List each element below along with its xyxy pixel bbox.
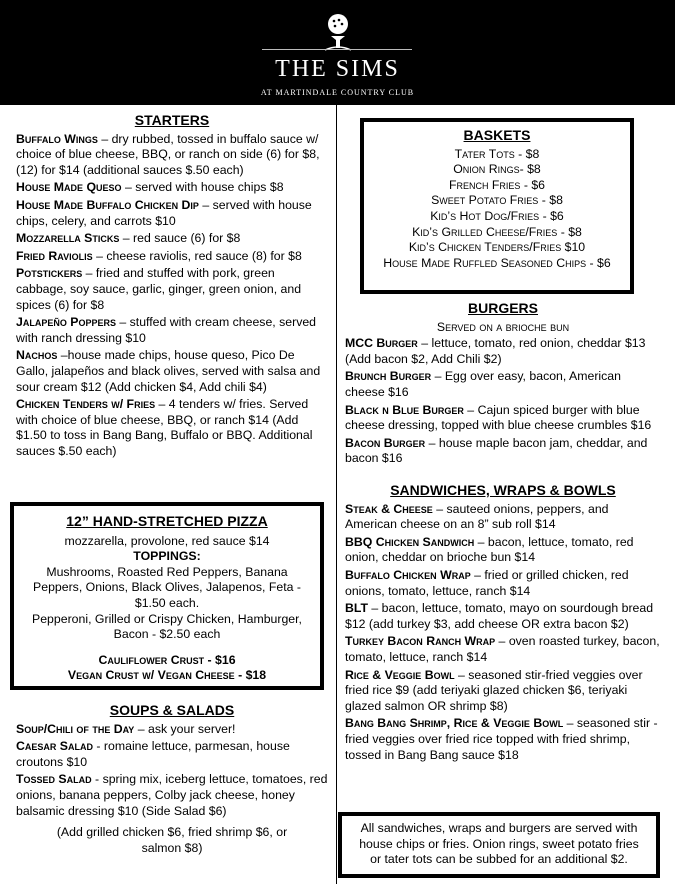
menu-item-description: – ask your server!: [134, 721, 236, 736]
sandwich-item: [345, 502, 661, 533]
basket-item: Kid’s Chicken Tenders/Fries $10: [408, 240, 586, 255]
sandwiches-heading: SANDWICHES, WRAPS & BOWLS: [390, 482, 616, 498]
soup-salad-item: [16, 722, 328, 738]
starter-item: [16, 397, 328, 459]
brand-title: THE SIMS: [275, 56, 400, 82]
menu-item-name: Steak & Cheese: [345, 501, 433, 516]
menu-item-name: Tossed Salad: [16, 772, 92, 787]
menu-item-description: – stuffed with cream cheese, served with ranch dressing $10: [16, 315, 317, 345]
starter-item: [16, 180, 328, 196]
menu-item-name: BBQ Chicken Sandwich: [345, 534, 475, 549]
burger-item: [345, 369, 661, 400]
sandwich-item: [345, 535, 661, 566]
soups-section: [16, 703, 328, 856]
starter-item: [16, 132, 328, 179]
starter-item: [16, 231, 328, 247]
basket-item: House Made Ruffled Seasoned Chips - $6: [383, 255, 611, 270]
pizza-toppings-label: TOPPINGS:: [133, 549, 201, 564]
sandwich-item: [345, 634, 661, 665]
menu-item-description: – served with house chips, celery, and carrots $10: [16, 197, 312, 228]
sides-note: All sandwiches, wraps and burgers are served with house chips or fries. Onion rings, sweet potato fries or tater tots can be subbed for an additional $2.: [359, 821, 639, 867]
basket-item: Kid’s Grilled Cheese/Fries - $8: [412, 224, 582, 239]
starters-heading: STARTERS: [134, 112, 210, 128]
menu-item-name: Rice & Veggie Bowl: [345, 667, 455, 682]
menu-item-description: – Cajun spiced burger with blue cheese dressing, topped with blue cheese crumbles $16: [345, 402, 652, 433]
menu-item-name: Mozzarella Sticks: [16, 231, 120, 246]
starters-list: [16, 132, 328, 460]
baskets-list: [368, 147, 626, 272]
menu-item-name: Brunch Burger: [345, 369, 432, 384]
baskets-box: [360, 118, 634, 294]
menu-item-description: – lettuce, tomato, red onion, cheddar $13 (Add bacon $2, Add Chili $2): [345, 336, 646, 366]
menu-item-name: Soup/Chili of the Day: [16, 721, 135, 736]
soups-addon: (Add grilled chicken $6, fried shrimp $6, or salmon $8): [56, 825, 288, 855]
burgers-subheading: Served on a brioche bun: [436, 319, 570, 334]
starter-item: [16, 348, 328, 395]
menu-item-description: – red sauce (6) for $8: [119, 231, 241, 246]
menu-item-description: – bacon, lettuce, tomato, red onion, cheddar on brioche bun $14: [345, 534, 634, 565]
sandwiches-section: [345, 483, 661, 765]
menu-item-description: – seasoned stir-fried veggies over fried rice $9 (add teriyaki glazed chicken $6, teriyaki glazed salmon OR shrimp $8): [345, 667, 643, 713]
menu-item-description: – 4 tenders w/ fries. Served with choice of blue cheese, BBQ, or ranch $14 (Add $1.50 to toss in Bang Bang, Buffalo or BBQ. Additional sauces $.50 each): [16, 397, 313, 458]
pizza-box: [10, 502, 324, 690]
sandwich-item: [345, 668, 661, 715]
menu-item-name: BLT: [345, 601, 368, 616]
menu-item-description: – Egg over easy, bacon, American cheese $16: [345, 369, 621, 399]
starter-item: [16, 266, 328, 313]
column-divider: [336, 105, 337, 884]
menu-item-description: – fried or grilled chicken, red onions, tomato, lettuce, ranch $14: [345, 567, 629, 598]
golf-ball-on-tee-icon: [321, 12, 355, 52]
menu-item-name: Bang Bang Shrimp, Rice & Veggie Bowl: [345, 716, 564, 731]
menu-item-description: – bacon, lettuce, tomato, mayo on sourdough bread $12 (add turkey $3, add cheese OR extra bacon $2): [345, 601, 654, 631]
menu-item-name: Fried Raviolis: [16, 248, 93, 263]
menu-item-description: – house maple bacon jam, cheddar, and bacon $16: [345, 435, 648, 466]
burger-item: [345, 436, 661, 467]
pizza-toppings-b: Pepperoni, Grilled or Crispy Chicken, Hamburger, Bacon - $2.50 each: [32, 611, 302, 642]
menu-item-description: – cheese raviolis, red sauce (8) for $8: [92, 248, 302, 263]
pizza-toppings-a: Mushrooms, Roasted Red Peppers, Banana Peppers, Onions, Black Olives, Jalapenos, Feta - $1.50 each.: [33, 564, 301, 610]
starters-section: [16, 113, 328, 461]
soups-list: [16, 722, 328, 820]
menu-item-description: – dry rubbed, tossed in buffalo sauce w/ choice of blue cheese, BBQ, or ranch on side (6) for $8, (12) for $14 (additional sauces $.50 each): [16, 131, 320, 177]
menu-item-name: MCC Burger: [345, 336, 418, 351]
menu-item-name: House Made Queso: [16, 180, 122, 195]
burger-item: [345, 403, 661, 434]
burgers-list: [345, 336, 661, 467]
burger-item: [345, 336, 661, 367]
basket-item: Onion Rings- $8: [453, 162, 541, 177]
pizza-crust-cauliflower: Cauliflower Crust - $16: [98, 652, 236, 667]
menu-item-description: – sauteed onions, peppers, and American cheese on an 8” sub roll $14: [345, 501, 609, 532]
menu-item-description: - romaine lettuce, parmesan, house croutons $10: [16, 739, 290, 769]
menu-item-name: Turkey Bacon Ranch Wrap: [345, 634, 496, 649]
menu-item-description: – seasoned stir -fried veggies over fried rice topped with fried shrimp, tossed in Bang Bang sauce $18: [345, 716, 658, 762]
menu-item-name: House Made Buffalo Chicken Dip: [16, 197, 199, 212]
pizza-crust-vegan: Vegan Crust w/ Vegan Cheese - $18: [67, 668, 267, 683]
basket-item: French Fries - $6: [448, 177, 546, 192]
menu-item-name: Black n Blue Burger: [345, 402, 464, 417]
basket-item: Kid’s Hot Dog/Fries - $6: [430, 208, 564, 223]
menu-item-name: Chicken Tenders w/ Fries: [16, 397, 156, 412]
starter-item: [16, 315, 328, 346]
sandwich-item: [345, 716, 661, 763]
header-banner: [0, 0, 675, 105]
burgers-section: [345, 301, 661, 469]
menu-item-description: –house made chips, house queso, Pico De Gallo, jalapeños and black olives, served with salsa and sour cream $12 (Add chicken $4, Add chili $4): [16, 348, 321, 394]
menu-item-name: Nachos: [16, 348, 58, 363]
menu-item-description: - spring mix, iceberg lettuce, tomatoes, red onions, banana peppers, Colby jack cheese, honey balsamic dressing $10 (Side Salad $6): [16, 772, 328, 818]
soups-heading: SOUPS & SALADS: [109, 702, 235, 718]
menu-item-description: – oven roasted turkey, bacon, tomato, lettuce, ranch $14: [345, 634, 660, 664]
soup-salad-item: [16, 772, 328, 819]
brand-divider: [262, 49, 412, 50]
burgers-heading: BURGERS: [467, 300, 538, 316]
sandwich-item: [345, 601, 661, 632]
basket-item: Sweet Potato Fries - $8: [431, 193, 563, 208]
menu-item-name: Jalapeño Poppers: [16, 315, 116, 330]
menu-item-name: Buffalo Chicken Wrap: [345, 567, 471, 582]
sides-note-box: [338, 812, 660, 878]
starter-item: [16, 198, 328, 229]
sandwiches-list: [345, 502, 661, 764]
basket-item: Tater Tots - $8: [454, 146, 540, 161]
pizza-heading: 12” HAND-STRETCHED PIZZA: [66, 513, 268, 529]
starter-item: [16, 249, 328, 265]
baskets-heading: BASKETS: [463, 127, 531, 143]
menu-item-name: Bacon Burger: [345, 435, 426, 450]
menu-item-name: Potstickers: [16, 266, 83, 281]
menu-item-name: Buffalo Wings: [16, 131, 98, 146]
sandwich-item: [345, 568, 661, 599]
brand-subtitle: AT MARTINDALE COUNTRY CLUB: [260, 88, 415, 97]
pizza-base: mozzarella, provolone, red sauce $14: [64, 533, 270, 548]
menu-item-description: – served with house chips $8: [121, 180, 284, 195]
soup-salad-item: [16, 739, 328, 770]
menu-item-description: – fried and stuffed with pork, green cabbage, soy sauce, garlic, ginger, green onion, and spices (6) for $8: [16, 266, 302, 312]
menu-item-name: Caesar Salad: [16, 739, 93, 754]
